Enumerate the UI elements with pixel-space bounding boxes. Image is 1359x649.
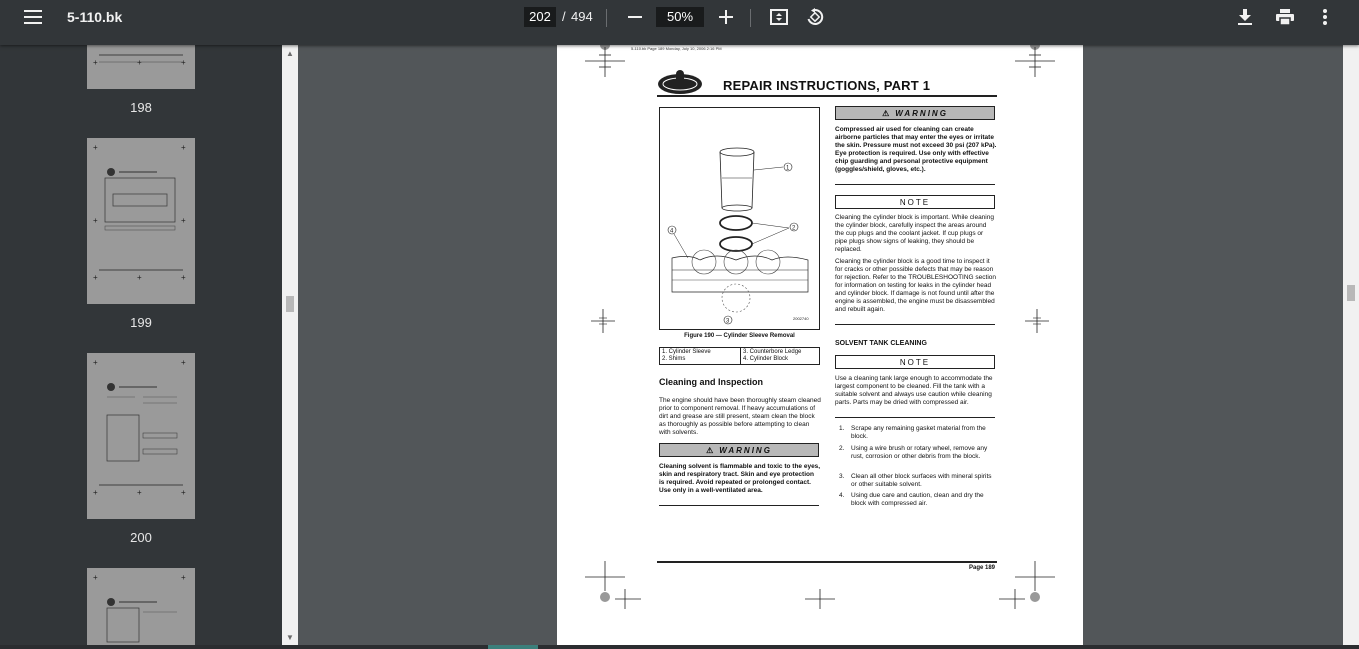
- step-number: 2.: [839, 445, 845, 452]
- divider-rule: [835, 184, 995, 185]
- fit-page-icon[interactable]: [763, 1, 795, 33]
- step-text: Scrape any remaining gasket material from the block.: [851, 425, 986, 440]
- bottom-edge: [0, 645, 1359, 649]
- figure-cylinder-sleeve: [659, 107, 820, 330]
- svg-text:+: +: [181, 58, 186, 67]
- callout-2: 2: [792, 225, 796, 232]
- thumbnail-label: 199: [130, 315, 152, 330]
- print-header: 5-110.bk Page 189 Monday, July 10, 2006 2:16 PM: [631, 46, 722, 51]
- svg-text:+: +: [137, 273, 142, 282]
- total-pages: 494: [571, 9, 593, 24]
- svg-text:+: +: [93, 143, 98, 152]
- title-rule: [657, 95, 997, 97]
- page-number-input[interactable]: 202: [524, 7, 556, 27]
- toolbar-divider: [606, 9, 607, 27]
- more-vert-icon[interactable]: [1309, 1, 1341, 33]
- crop-mark-icon: [585, 561, 675, 611]
- thumbnail-label: 198: [130, 100, 152, 115]
- print-icon[interactable]: [1269, 1, 1301, 33]
- thumbnail-page-201[interactable]: [87, 568, 195, 649]
- cylinder-sleeve-diagram: [660, 108, 819, 329]
- thumbnail-label: 200: [130, 530, 152, 545]
- document-scrollbar[interactable]: [1343, 45, 1359, 649]
- subheading: SOLVENT TANK CLEANING: [835, 340, 927, 347]
- section-paragraph: The engine should have been thoroughly steam cleaned prior to component removal. If heavy accumulations of dirt and grease are still present, steam clean the block as thoroughly as possible before attempting to clean with solvents.: [659, 397, 821, 436]
- svg-text:+: +: [181, 488, 186, 497]
- registration-mark-icon: [805, 589, 835, 611]
- zoom-out-icon[interactable]: [619, 1, 651, 33]
- document-viewer: [298, 45, 1343, 649]
- step-number: 4.: [839, 492, 845, 499]
- thumbnail-page-200[interactable]: [87, 353, 195, 519]
- warning-banner: [659, 443, 819, 457]
- svg-text:+: +: [93, 358, 98, 367]
- warning-text: Cleaning solvent is flammable and toxic to the eyes, skin and respiratory tract. Skin and eye protection is required. Avoid repeated or prolonged contact. Use only in a well-ventilated area.: [659, 463, 821, 494]
- warning-label: WARNING: [895, 108, 948, 118]
- company-logo-icon: [657, 69, 703, 95]
- step-text: Using a wire brush or rotary wheel, remove any rust, corrosion or other debris from the block.: [851, 445, 988, 460]
- thumbnail-page-198[interactable]: [87, 45, 195, 89]
- svg-text:+: +: [93, 216, 98, 225]
- divider-rule: [835, 324, 995, 325]
- figure-caption: Figure 190 — Cylinder Sleeve Removal: [684, 333, 795, 339]
- step-text: Using due care and caution, clean and dry the block with compressed air.: [851, 492, 984, 507]
- svg-text:+: +: [181, 216, 186, 225]
- zoom-input[interactable]: 50%: [656, 7, 704, 27]
- svg-text:+: +: [181, 358, 186, 367]
- thumbnail-page-199[interactable]: [87, 138, 195, 304]
- svg-text:+: +: [181, 573, 186, 582]
- note-paragraph: Cleaning the cylinder block is important. While cleaning the cylinder block, carefully inspect the areas around the cup plugs and the coolant jacket. If cup plugs or pipe plugs show signs of leaking, they should be replaced.: [835, 214, 994, 253]
- svg-text:+: +: [93, 58, 98, 67]
- svg-text:+: +: [137, 58, 142, 67]
- registration-mark-icon: [1025, 309, 1049, 333]
- figure-legend: [659, 347, 820, 365]
- sidebar-scroll-thumb[interactable]: [286, 296, 294, 312]
- page-separator: /: [562, 9, 566, 24]
- note-paragraph: Cleaning the cylinder block is a good time to inspect it for cracks or other possible defects that may be reason for rejection. Refer to the TROUBLESHOOTING section for information on testing for leaks in the cylinder head and cylinder block. If damage is not found until after the engine is assembled, the engine must be disassembled and rebuilt again.: [835, 258, 996, 313]
- note-banner: NOTE: [835, 195, 995, 209]
- sidebar-scrollbar[interactable]: [282, 45, 298, 649]
- toolbar-divider: [750, 9, 751, 27]
- svg-text:+: +: [181, 273, 186, 282]
- step-number: 1.: [839, 425, 845, 432]
- callout-4: 4: [670, 228, 674, 235]
- legend-item: 2. Shims: [662, 356, 686, 362]
- svg-text:+: +: [93, 273, 98, 282]
- legend-item: 1. Cylinder Sleeve: [662, 349, 711, 355]
- svg-text:+: +: [181, 143, 186, 152]
- callout-3: 3: [726, 318, 730, 325]
- scroll-up-arrow-icon[interactable]: ▲: [286, 49, 294, 58]
- page-footer: Page 189: [969, 565, 996, 571]
- warning-banner: [835, 106, 995, 120]
- crop-mark-icon: [1015, 45, 1055, 85]
- zoom-in-icon[interactable]: [710, 1, 742, 33]
- crop-mark-icon: [585, 45, 625, 85]
- pdf-toolbar: [0, 0, 1359, 45]
- document-scroll-thumb[interactable]: [1347, 285, 1355, 301]
- legend-item: 4. Cylinder Block: [743, 356, 789, 362]
- page-title: REPAIR INSTRUCTIONS, PART 1: [723, 78, 931, 93]
- divider-rule: [835, 417, 995, 418]
- note-banner: NOTE: [835, 355, 995, 369]
- registration-mark-icon: [591, 309, 615, 333]
- menu-icon[interactable]: [17, 1, 49, 33]
- thumbnail-sidebar: [0, 45, 282, 649]
- warning-label: WARNING: [719, 445, 772, 455]
- section-heading: Cleaning and Inspection: [659, 377, 764, 387]
- warning-text: Compressed air used for cleaning can create airborne particles that may enter the eyes or irritate the skin. Pressure must not exceed 30 psi (207 kPa). Eye protection is required. Use only with effective chip guarding and personal protective equipment (goggles/shield, gloves, etc.).: [835, 126, 997, 173]
- warning-triangle-icon: ⚠: [706, 445, 716, 455]
- divider-rule: [659, 505, 819, 506]
- svg-text:+: +: [137, 488, 142, 497]
- callout-1: 1: [786, 165, 790, 172]
- scroll-down-arrow-icon[interactable]: ▼: [286, 633, 294, 642]
- rotate-icon[interactable]: [799, 1, 831, 33]
- download-icon[interactable]: [1229, 1, 1261, 33]
- svg-text:+: +: [93, 573, 98, 582]
- step-number: 3.: [839, 473, 845, 480]
- legend-item: 3. Counterbore Ledge: [743, 349, 802, 355]
- step-text: Clean all other block surfaces with mineral spirits or other suitable solvent.: [851, 473, 992, 488]
- figure-code: 2002740: [793, 316, 809, 321]
- svg-text:+: +: [93, 488, 98, 497]
- document-title: 5-110.bk: [67, 9, 123, 25]
- warning-triangle-icon: ⚠: [882, 108, 892, 118]
- pdf-page: [557, 45, 1083, 649]
- note-paragraph: Use a cleaning tank large enough to accommodate the largest component to be cleaned. Fill the tank with a suitable solvent and always use caution while cleaning parts. Parts may be dried with compressed air.: [835, 375, 993, 406]
- footer-rule: [657, 561, 997, 563]
